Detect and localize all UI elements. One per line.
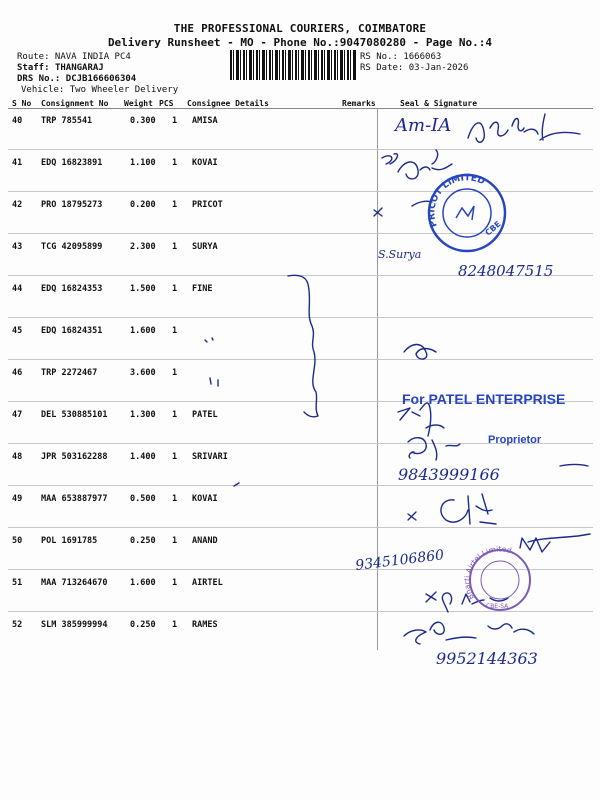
col-remarks: Remarks xyxy=(342,99,376,108)
signature-row43-name: S.Surya xyxy=(378,248,422,261)
col-seal: Seal & Signature xyxy=(400,99,478,108)
row-weight: 0.500 xyxy=(130,494,156,504)
row-pcs: 1 xyxy=(172,410,178,420)
row-pcs: 1 xyxy=(172,578,178,588)
drs-value: DCJB166606304 xyxy=(65,74,137,84)
signature-row45 xyxy=(404,345,436,360)
row-consignee: SRIVARI xyxy=(192,452,228,462)
row-pcs: 1 xyxy=(172,620,178,630)
row-sno: 41 xyxy=(12,158,23,168)
row-sno: 52 xyxy=(12,620,23,630)
row-sno: 46 xyxy=(12,368,23,378)
signature-row48 xyxy=(408,438,460,460)
row-consignee: FINE xyxy=(192,284,213,294)
row-sno: 48 xyxy=(12,452,23,462)
row-weight: 1.400 xyxy=(130,452,156,462)
row-consignee: AIRTEL xyxy=(192,578,223,588)
row-consignment: EDQ 16824353 xyxy=(41,284,103,294)
row-pcs: 1 xyxy=(172,452,178,462)
row-pcs: 1 xyxy=(172,494,178,504)
phone-row43: 8248047515 xyxy=(458,262,554,280)
row-weight: 2.300 xyxy=(130,242,156,252)
col-consignee: Consignee Details xyxy=(187,99,269,108)
signature-row52 xyxy=(404,622,534,644)
phone-row50: 9345106860 xyxy=(354,547,445,574)
col-weight: Weight xyxy=(124,99,153,108)
row-consignment: EDQ 16824351 xyxy=(41,326,103,336)
row-weight: 3.600 xyxy=(130,368,156,378)
row-consignee: RAMES xyxy=(192,620,218,630)
row-sno: 47 xyxy=(12,410,23,420)
row-weight: 1.600 xyxy=(130,578,156,588)
row-sno: 44 xyxy=(12,284,23,294)
signature-row47 xyxy=(398,403,444,436)
row-sno: 45 xyxy=(12,326,23,336)
row-consignment: TCG 42095899 xyxy=(41,242,103,252)
row-consignment: PRO 18795273 xyxy=(41,200,103,210)
rs-number: RS No.: 1666063 xyxy=(360,52,442,62)
company-title: THE PROFESSIONAL COURIERS, COIMBATORE xyxy=(173,22,427,35)
row-weight: 0.300 xyxy=(130,116,156,126)
row-consignment: MAA 653887977 xyxy=(41,494,108,504)
row-pcs: 1 xyxy=(172,116,178,126)
row-sno: 50 xyxy=(12,536,23,546)
tick-row46 xyxy=(210,378,218,386)
runsheet-subtitle: Delivery Runsheet - MO - Phone No.:9047080280 - Page No.:4 xyxy=(107,36,493,49)
row-weight: 1.600 xyxy=(130,326,156,336)
phone-row48: 9843999166 xyxy=(398,465,500,484)
signature-row50 xyxy=(520,534,590,552)
row-pcs: 1 xyxy=(172,536,178,546)
row-pcs: 1 xyxy=(172,158,178,168)
row-sno: 42 xyxy=(12,200,23,210)
pricot-stamp-bottom-text: CBE xyxy=(483,219,503,238)
row-consignment: EDQ 16823891 xyxy=(41,158,103,168)
airtel-stamp-top-text: Bharti Airtel Limited xyxy=(462,544,513,602)
row-sno: 51 xyxy=(12,578,23,588)
staff-label: Staff: xyxy=(17,63,50,73)
mark-row42 xyxy=(374,208,382,216)
row-consignment: JPR 503162288 xyxy=(41,452,108,462)
row-weight: 1.500 xyxy=(130,284,156,294)
drs-label: DRS No.: xyxy=(17,74,61,84)
row-weight: 1.100 xyxy=(130,158,156,168)
row-consignment: TRP 785541 xyxy=(41,116,93,126)
row-weight: 0.250 xyxy=(130,536,156,546)
row-pcs: 1 xyxy=(172,368,178,378)
signature-row40: Am-IA xyxy=(395,115,452,136)
row-consignee: ANAND xyxy=(192,536,218,546)
col-pcs: PCS xyxy=(159,99,174,108)
patel-stamp-title: Proprietor xyxy=(488,434,542,446)
row-consignment: DEL 530885101 xyxy=(41,410,108,420)
row-consignee: KOVAI xyxy=(192,158,218,168)
patel-stamp-name: For PATEL ENTERPRISE xyxy=(402,391,566,407)
row-consignment: MAA 713264670 xyxy=(41,578,108,588)
row-weight: 1.300 xyxy=(130,410,156,420)
vehicle-text: Vehicle: Two Wheeler Delivery xyxy=(21,85,179,95)
signature-row40-scribble xyxy=(468,114,580,142)
row-pcs: 1 xyxy=(172,284,178,294)
pricot-stamp-top-text: PRICOT LIMITED xyxy=(427,173,487,229)
signature-row49 xyxy=(441,494,496,524)
row-consignee: PRICOT xyxy=(192,200,223,210)
row-pcs: 1 xyxy=(172,242,178,252)
row-pcs: 1 xyxy=(172,326,178,336)
underline-row48 xyxy=(560,465,588,467)
row-sno: 40 xyxy=(12,116,23,126)
col-consignment: Consignment No xyxy=(41,99,109,108)
phone-row52: 9952144363 xyxy=(436,649,538,668)
patel-stamp xyxy=(402,391,565,446)
row-weight: 0.250 xyxy=(130,620,156,630)
mark-row51 xyxy=(426,592,436,602)
row-sno: 49 xyxy=(12,494,23,504)
bracket-mark xyxy=(288,275,318,417)
col-sno: S No xyxy=(12,99,32,108)
row-consignee: KOVAI xyxy=(192,494,218,504)
row-consignee: SURYA xyxy=(192,242,218,252)
pricot-stamp xyxy=(427,173,505,251)
row-pcs: 1 xyxy=(172,200,178,210)
mark-row49 xyxy=(408,512,416,520)
row-sno: 43 xyxy=(12,242,23,252)
tick-row49 xyxy=(234,483,239,486)
route-text: Route: NAVA INDIA PC4 xyxy=(17,52,131,62)
row-consignee: AMISA xyxy=(192,116,218,126)
svg-text:PRICOT LIMITED xyxy=(427,173,486,228)
row-consignment: SLM 385999994 xyxy=(41,620,108,630)
tick-row45 xyxy=(205,338,213,342)
row-consignment: POL 1691785 xyxy=(41,536,98,546)
row-weight: 0.200 xyxy=(130,200,156,210)
row-consignment: TRP 2272467 xyxy=(41,368,98,378)
svg-text:Bharti Airtel Limited xyxy=(462,544,512,601)
rs-date: RS Date: 03-Jan-2026 xyxy=(360,63,469,73)
signature-row41 xyxy=(382,150,452,179)
airtel-stamp-bottom-text: CBE-SA xyxy=(486,603,509,610)
row-consignee: PATEL xyxy=(192,410,218,420)
staff-value: THANGARAJ xyxy=(54,63,104,73)
